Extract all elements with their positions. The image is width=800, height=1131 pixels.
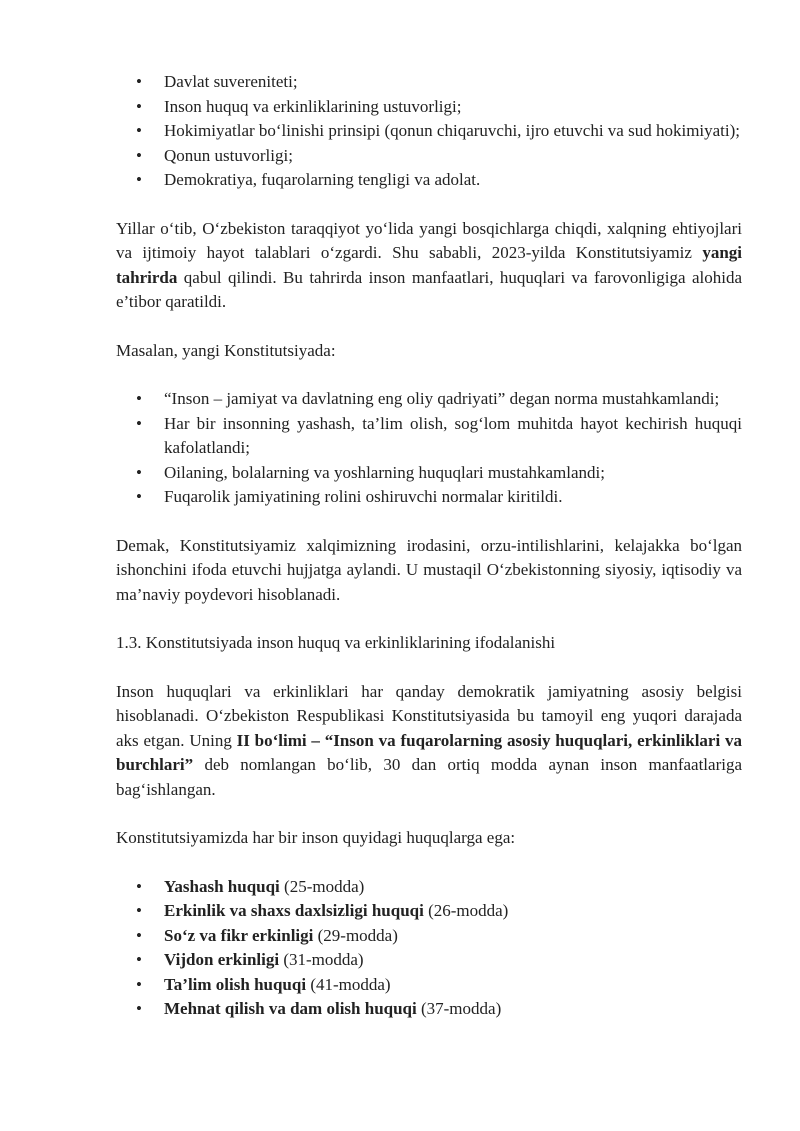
list-item: • Demokratiya, fuqarolarning tengligi va adolat.: [116, 168, 742, 193]
paragraph-new-edition: Yillar o‘tib, O‘zbekiston taraqqiyot yo‘lida yangi bosqichlarga chiqdi, xalqning ehtiyojlari va ijtimoiy hayot talablari o‘zgardi. Shu sababli, 2023-yilda Konstitutsiyamiz yangi tahrirda qabul qilindi. Bu tahrirda inson manfaatlari, huquqlari va farovonligiga alohida e’tibor qaratildi.: [116, 218, 742, 311]
rights-list: [116, 875, 742, 1022]
list-item: • So‘z va fikr erkinligi (29-modda): [116, 924, 742, 949]
principles-list: [116, 70, 742, 193]
list-item: • Fuqarolik jamiyatining rolini oshiruvchi normalar kiritildi.: [116, 485, 742, 510]
list-item: • “Inson – jamiyat va davlatning eng oliy qadriyati” degan norma mustahkamlandi;: [116, 387, 742, 412]
list-item: • Ta’lim olish huquqi (41-modda): [116, 973, 742, 998]
section-heading: 1.3. Konstitutsiyada inson huquq va erkinliklarining ifodalanishi: [116, 633, 556, 652]
list-item: • Oilaning, bolalarning va yoshlarning huquqlari mustahkamlandi;: [116, 461, 742, 486]
list-item: • Vijdon erkinligi (31-modda): [116, 948, 742, 973]
list-item: • Har bir insonning yashash, ta’lim olish, sog‘lom muhitda hayot kechirish huquqi kafolatlandi;: [116, 412, 742, 461]
list-item: • Mehnat qilish va dam olish huquqi (37-modda): [116, 997, 742, 1022]
paragraph-human-rights: Inson huquqlari va erkinliklari har qanday demokratik jamiyatning asosiy belgisi hisoblanadi. O‘zbekiston Respublikasi Konstitutsiyasida bu tamoyil eng yuqori darajada aks etgan. Uning II bo‘limi – “Inson va fuqarolarning asosiy huquqlari, erkinliklari va burchlari” deb nomlangan bo‘lib, 30 dan ortiq modda aynan inson manfaatlariga bag‘ishlangan.: [116, 681, 742, 799]
list-item: • Hokimiyatlar bo‘linishi prinsipi (qonun chiqaruvchi, ijro etuvchi va sud hokimiyati);: [116, 119, 742, 144]
list-item: • Yashash huquqi (25-modda): [116, 875, 742, 900]
list-item: • Erkinlik va shaxs daxlsizligi huquqi (26-modda): [116, 899, 742, 924]
paragraph-example-intro: Masalan, yangi Konstitutsiyada:: [116, 340, 336, 360]
list-item: • Inson huquq va erkinliklarining ustuvorligi;: [116, 95, 742, 120]
list-item: • Qonun ustuvorligi;: [116, 144, 742, 169]
list-item: • Davlat suvereniteti;: [116, 70, 742, 95]
paragraph-conclusion: Demak, Konstitutsiyamiz xalqimizning irodasini, orzu-intilishlarini, kelajakka bo‘lgan ishonchini ifoda etuvchi hujjatga aylandi. U mustaqil O‘zbekistonning siyosiy, iqtisodiy va ma’naviy poydevori hisoblanadi.: [116, 535, 742, 604]
new-norms-list: [116, 387, 742, 510]
paragraph-rights-intro: Konstitutsiyamizda har bir inson quyidagi huquqlarga ega:: [116, 828, 516, 847]
